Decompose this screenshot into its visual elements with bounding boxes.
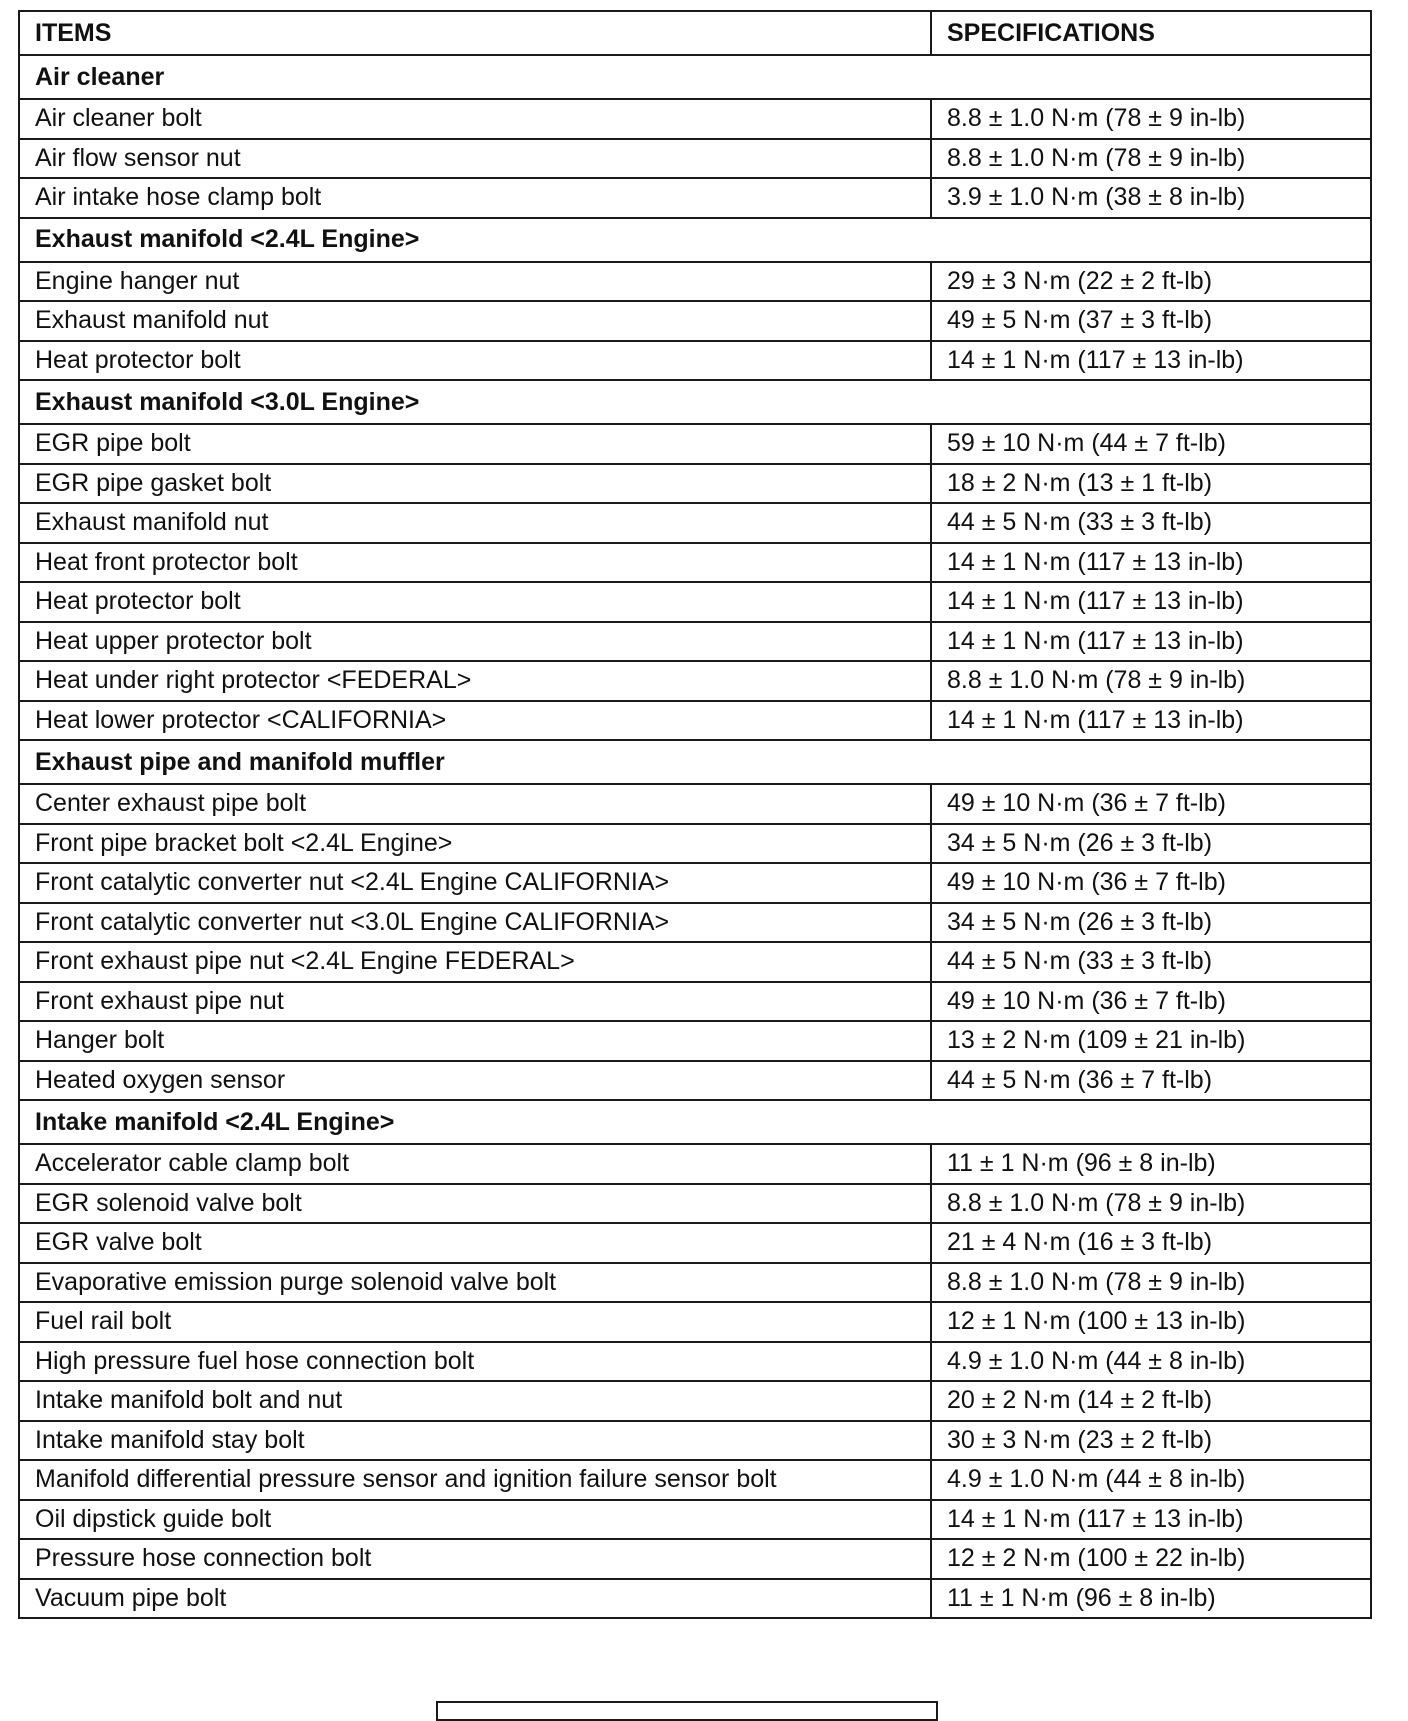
- spec-cell: 44 ± 5 N·m (33 ± 3 ft-lb): [931, 942, 1371, 982]
- spec-cell: 11 ± 1 N·m (96 ± 8 in-lb): [931, 1144, 1371, 1184]
- table-row: [19, 582, 1371, 622]
- table-row: [19, 1223, 1371, 1263]
- item-cell: EGR valve bolt: [19, 1223, 931, 1263]
- specifications-column-header: SPECIFICATIONS: [931, 11, 1371, 55]
- item-cell: Exhaust manifold nut: [19, 301, 931, 341]
- spec-cell: 11 ± 1 N·m (96 ± 8 in-lb): [931, 1579, 1371, 1619]
- spec-cell: 14 ± 1 N·m (117 ± 13 in-lb): [931, 582, 1371, 622]
- table-row: [19, 1144, 1371, 1184]
- table-row: [19, 784, 1371, 824]
- spec-cell: 8.8 ± 1.0 N·m (78 ± 9 in-lb): [931, 1184, 1371, 1224]
- spec-cell: 12 ± 2 N·m (100 ± 22 in-lb): [931, 1539, 1371, 1579]
- items-column-header: ITEMS: [19, 11, 931, 55]
- table-row: [19, 622, 1371, 662]
- section-title: Exhaust pipe and manifold muffler: [19, 740, 1371, 784]
- section-header-row: [19, 380, 1371, 424]
- section-header-row: [19, 55, 1371, 99]
- item-cell: Pressure hose connection bolt: [19, 1539, 931, 1579]
- spec-cell: 44 ± 5 N·m (33 ± 3 ft-lb): [931, 503, 1371, 543]
- spec-cell: 49 ± 10 N·m (36 ± 7 ft-lb): [931, 863, 1371, 903]
- table-row: [19, 942, 1371, 982]
- spec-cell: 4.9 ± 1.0 N·m (44 ± 8 in-lb): [931, 1460, 1371, 1500]
- table-row: [19, 1302, 1371, 1342]
- item-cell: Fuel rail bolt: [19, 1302, 931, 1342]
- item-cell: Heat upper protector bolt: [19, 622, 931, 662]
- table-row: [19, 1539, 1371, 1579]
- item-cell: Air flow sensor nut: [19, 139, 931, 179]
- table-row: [19, 1342, 1371, 1382]
- table-row: [19, 661, 1371, 701]
- item-cell: Air cleaner bolt: [19, 99, 931, 139]
- table-row: [19, 824, 1371, 864]
- item-cell: EGR solenoid valve bolt: [19, 1184, 931, 1224]
- item-cell: Heat protector bolt: [19, 582, 931, 622]
- spec-cell: 30 ± 3 N·m (23 ± 2 ft-lb): [931, 1421, 1371, 1461]
- spec-cell: 14 ± 1 N·m (117 ± 13 in-lb): [931, 701, 1371, 741]
- item-cell: High pressure fuel hose connection bolt: [19, 1342, 931, 1382]
- section-header-row: [19, 218, 1371, 262]
- table-row: [19, 1381, 1371, 1421]
- table-row: [19, 1579, 1371, 1619]
- spec-cell: 8.8 ± 1.0 N·m (78 ± 9 in-lb): [931, 139, 1371, 179]
- table-row: [19, 1184, 1371, 1224]
- table-row: [19, 982, 1371, 1022]
- spec-cell: 49 ± 5 N·m (37 ± 3 ft-lb): [931, 301, 1371, 341]
- item-cell: Front catalytic converter nut <3.0L Engine CALIFORNIA>: [19, 903, 931, 943]
- item-cell: Air intake hose clamp bolt: [19, 178, 931, 218]
- item-cell: Manifold differential pressure sensor and ignition failure sensor bolt: [19, 1460, 931, 1500]
- item-cell: EGR pipe bolt: [19, 424, 931, 464]
- item-cell: Heat under right protector <FEDERAL>: [19, 661, 931, 701]
- table-row: [19, 863, 1371, 903]
- section-title: Exhaust manifold <3.0L Engine>: [19, 380, 1371, 424]
- spec-cell: 20 ± 2 N·m (14 ± 2 ft-lb): [931, 1381, 1371, 1421]
- spec-cell: 4.9 ± 1.0 N·m (44 ± 8 in-lb): [931, 1342, 1371, 1382]
- spec-cell: 14 ± 1 N·m (117 ± 13 in-lb): [931, 543, 1371, 583]
- section-title: Intake manifold <2.4L Engine>: [19, 1100, 1371, 1144]
- item-cell: Engine hanger nut: [19, 262, 931, 302]
- table-row: [19, 464, 1371, 504]
- section-title: Air cleaner: [19, 55, 1371, 99]
- item-cell: Front exhaust pipe nut <2.4L Engine FEDERAL>: [19, 942, 931, 982]
- spec-cell: 8.8 ± 1.0 N·m (78 ± 9 in-lb): [931, 661, 1371, 701]
- spec-cell: 59 ± 10 N·m (44 ± 7 ft-lb): [931, 424, 1371, 464]
- item-cell: Heat protector bolt: [19, 341, 931, 381]
- item-cell: Front pipe bracket bolt <2.4L Engine>: [19, 824, 931, 864]
- table-row: [19, 301, 1371, 341]
- item-cell: Heat lower protector <CALIFORNIA>: [19, 701, 931, 741]
- spec-cell: 34 ± 5 N·m (26 ± 3 ft-lb): [931, 824, 1371, 864]
- torque-spec-table: [18, 10, 1372, 1619]
- item-cell: Center exhaust pipe bolt: [19, 784, 931, 824]
- table-body: [19, 55, 1371, 1618]
- item-cell: Heated oxygen sensor: [19, 1061, 931, 1101]
- spec-cell: 12 ± 1 N·m (100 ± 13 in-lb): [931, 1302, 1371, 1342]
- section-header-row: [19, 740, 1371, 784]
- item-cell: Vacuum pipe bolt: [19, 1579, 931, 1619]
- table-row: [19, 1460, 1371, 1500]
- table-row: [19, 139, 1371, 179]
- spec-cell: 29 ± 3 N·m (22 ± 2 ft-lb): [931, 262, 1371, 302]
- item-cell: Intake manifold stay bolt: [19, 1421, 931, 1461]
- spec-cell: 13 ± 2 N·m (109 ± 21 in-lb): [931, 1021, 1371, 1061]
- item-cell: Accelerator cable clamp bolt: [19, 1144, 931, 1184]
- item-cell: Front catalytic converter nut <2.4L Engine CALIFORNIA>: [19, 863, 931, 903]
- item-cell: Oil dipstick guide bolt: [19, 1500, 931, 1540]
- spec-cell: 21 ± 4 N·m (16 ± 3 ft-lb): [931, 1223, 1371, 1263]
- spec-cell: 14 ± 1 N·m (117 ± 13 in-lb): [931, 622, 1371, 662]
- table-row: [19, 1021, 1371, 1061]
- item-cell: Front exhaust pipe nut: [19, 982, 931, 1022]
- table-row: [19, 1421, 1371, 1461]
- table-header-row: [19, 11, 1371, 55]
- spec-cell: 14 ± 1 N·m (117 ± 13 in-lb): [931, 341, 1371, 381]
- item-cell: Hanger bolt: [19, 1021, 931, 1061]
- spec-cell: 34 ± 5 N·m (26 ± 3 ft-lb): [931, 903, 1371, 943]
- table-row: [19, 1500, 1371, 1540]
- section-title: Exhaust manifold <2.4L Engine>: [19, 218, 1371, 262]
- table-row: [19, 99, 1371, 139]
- item-cell: Intake manifold bolt and nut: [19, 1381, 931, 1421]
- spec-cell: 14 ± 1 N·m (117 ± 13 in-lb): [931, 1500, 1371, 1540]
- section-header-row: [19, 1100, 1371, 1144]
- item-cell: Heat front protector bolt: [19, 543, 931, 583]
- table-row: [19, 903, 1371, 943]
- spec-cell: 8.8 ± 1.0 N·m (78 ± 9 in-lb): [931, 1263, 1371, 1303]
- item-cell: Exhaust manifold nut: [19, 503, 931, 543]
- spec-cell: 8.8 ± 1.0 N·m (78 ± 9 in-lb): [931, 99, 1371, 139]
- table-row: [19, 262, 1371, 302]
- spec-cell: 49 ± 10 N·m (36 ± 7 ft-lb): [931, 784, 1371, 824]
- spec-cell: 44 ± 5 N·m (36 ± 7 ft-lb): [931, 1061, 1371, 1101]
- table-row: [19, 1263, 1371, 1303]
- spec-cell: 49 ± 10 N·m (36 ± 7 ft-lb): [931, 982, 1371, 1022]
- page-footer-box: [436, 1701, 938, 1721]
- item-cell: Evaporative emission purge solenoid valve bolt: [19, 1263, 931, 1303]
- table-row: [19, 341, 1371, 381]
- spec-cell: 18 ± 2 N·m (13 ± 1 ft-lb): [931, 464, 1371, 504]
- item-cell: EGR pipe gasket bolt: [19, 464, 931, 504]
- table-row: [19, 503, 1371, 543]
- table-row: [19, 1061, 1371, 1101]
- table-row: [19, 178, 1371, 218]
- table-row: [19, 424, 1371, 464]
- spec-cell: 3.9 ± 1.0 N·m (38 ± 8 in-lb): [931, 178, 1371, 218]
- table-row: [19, 701, 1371, 741]
- table-row: [19, 543, 1371, 583]
